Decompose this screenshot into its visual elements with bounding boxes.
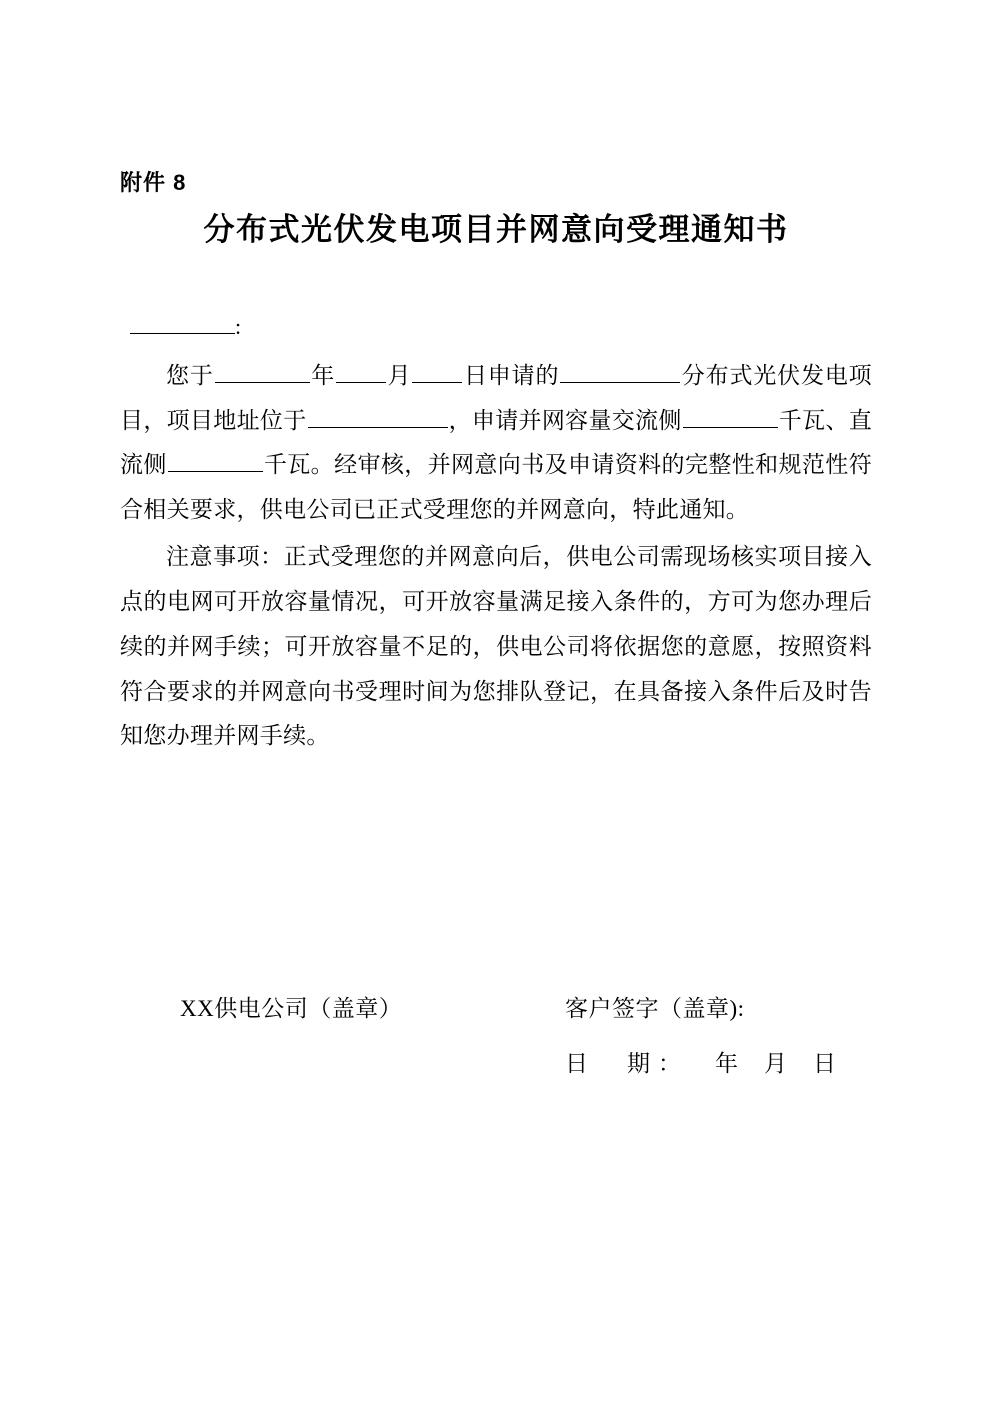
blank-applicant	[560, 358, 680, 383]
para1-text-4: 日申请的	[463, 362, 560, 388]
signature-date-line	[565, 1045, 872, 1078]
attachment-label: 附件 8	[120, 170, 187, 195]
company-seal-label: XX供电公司（盖章）	[180, 996, 403, 1021]
addressee-line	[120, 311, 872, 340]
blank-month	[336, 358, 386, 383]
date-label: 日 期：	[565, 1051, 689, 1076]
para1-text-1: 您于	[166, 362, 214, 388]
addressee-colon: :	[235, 313, 242, 339]
para1-text-3: 月	[387, 362, 412, 388]
blank-ac-capacity	[683, 402, 778, 427]
paragraph-notice: 注意事项：正式受理您的并网意向后，供电公司需现场核实项目接入点的电网可开放容量情况，可开放容量满足接入条件的，方可为您办理后续的并网手续；可开放容量不足的，供电公司将依据您的意愿，按照资料符合要求的并网意向书受理时间为您排队登记，在具备接入条件后及时告知您办理并网手续。	[120, 544, 872, 749]
customer-signature-area	[490, 990, 872, 1078]
date-year-label: 年	[715, 1051, 764, 1076]
customer-seal-label: 客户签字（盖章):	[565, 996, 745, 1021]
signature-row	[120, 990, 872, 1078]
para1-text-5: 分布式光伏发电项目，项目地址位于	[120, 362, 872, 433]
document-content	[120, 170, 872, 761]
date-fields	[715, 1045, 862, 1078]
page-title: 分布式光伏发电项目并网意向受理通知书	[203, 212, 789, 248]
blank-day	[412, 358, 462, 383]
para1-text-8: 千瓦。经审核，并网意向书及申请资料的完整性和规范性符合相关要求，供电公司已正式受理您的并网意向，特此通知。	[120, 452, 872, 523]
date-day-label: 日	[813, 1051, 862, 1076]
signature-block	[120, 990, 872, 1078]
paragraph-application	[120, 354, 872, 533]
para1-text-6: ，申请并网容量交流侧	[448, 407, 682, 433]
blank-year	[215, 358, 310, 383]
addressee-blank	[130, 311, 235, 334]
date-month-label: 月	[764, 1051, 813, 1076]
para1-text-2: 年	[310, 362, 336, 388]
blank-dc-capacity	[168, 447, 263, 472]
para1-text-7: 千瓦、直流侧	[120, 407, 873, 478]
blank-address	[308, 402, 448, 427]
